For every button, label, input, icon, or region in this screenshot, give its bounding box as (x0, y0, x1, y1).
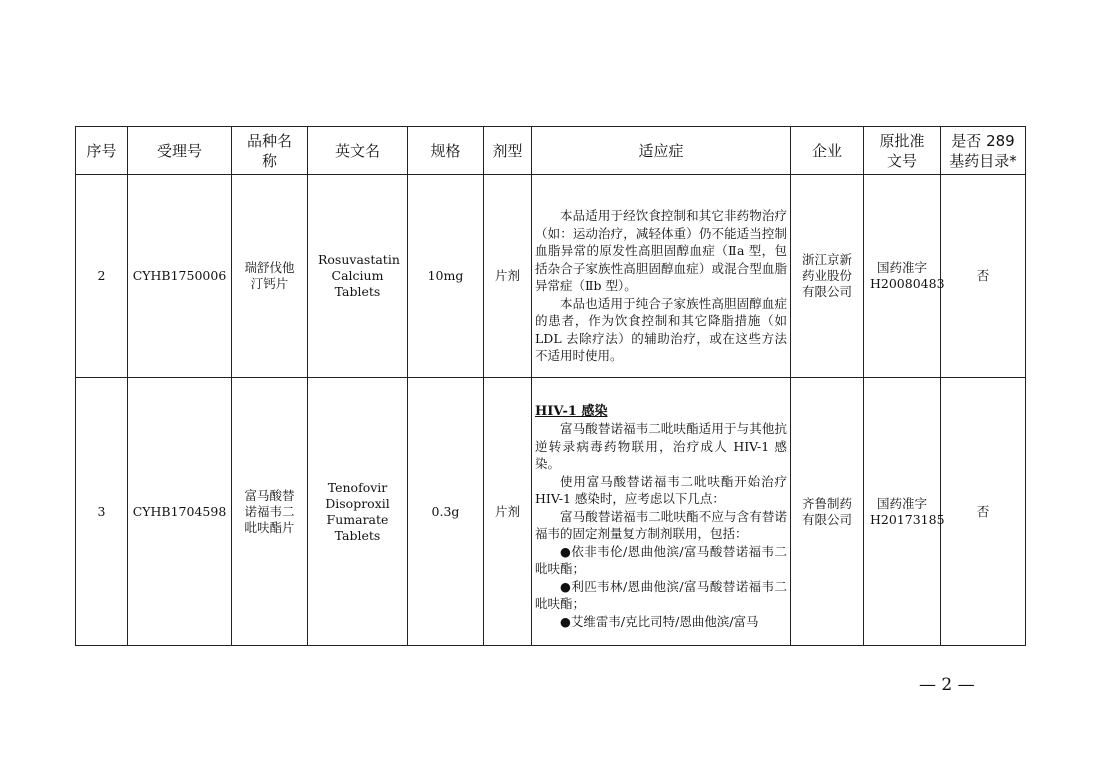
header-company: 企业 (791, 127, 864, 175)
indication-paragraph: 富马酸替诺福韦二吡呋酯不应与含有替诺福韦的固定剂量复方制剂联用，包括： (535, 508, 787, 542)
header-essential-label: 是否 289 基药目录* (949, 131, 1017, 170)
indication-paragraph: 使用富马酸替诺福韦二吡呋酯开始治疗 HIV-1 感染时，应考虑以下几点： (535, 473, 787, 507)
indication-bullet: ●艾维雷韦/克比司特/恩曲他滨/富马 (560, 613, 759, 629)
cell-en-name (308, 378, 408, 646)
indication-bullet: ●依非韦伦/恩曲他滨/富马酸替诺福韦二吡呋酯； (535, 543, 787, 577)
cell-indication (532, 378, 791, 646)
cell-variety (232, 175, 308, 378)
page-number: — 2 — (919, 675, 975, 695)
header-essential (941, 127, 1026, 175)
indication-heading: HIV-1 感染 (535, 403, 608, 419)
cell-essential: 否 (941, 175, 1026, 378)
header-accept-no: 受理号 (128, 127, 232, 175)
table-row (76, 378, 1026, 646)
cell-form: 片剂 (484, 378, 532, 646)
cell-spec: 10mg (408, 175, 484, 378)
cell-approval-no (864, 378, 945, 646)
cell-en-name-text: Tenofovir Disoproxil Fumarate Tablets (325, 479, 390, 543)
cell-company-text: 齐鲁制药有限公司 (801, 495, 852, 527)
cell-indication (532, 175, 791, 378)
header-row (76, 127, 1026, 175)
cell-spec: 0.3g (408, 378, 484, 646)
cell-accept-no: CYHB1704598 (128, 378, 232, 646)
cell-no: 3 (76, 378, 128, 646)
cell-essential: 否 (941, 378, 1026, 646)
header-en-name: 英文名 (308, 127, 408, 175)
cell-variety-text: 瑞舒伐他汀钙片 (244, 260, 295, 291)
cell-variety (232, 378, 308, 646)
cell-approval-no-text: 国药准字 H20173185 (870, 495, 945, 527)
indication-paragraph: 富马酸替诺福韦二吡呋酯适用于与其他抗逆转录病毒药物联用，治疗成人 HIV-1 感染。 (535, 421, 787, 472)
cell-approval-no (864, 175, 945, 378)
cell-accept-no: CYHB1750006 (128, 175, 232, 378)
indication-text (535, 187, 787, 365)
cell-en-name-text: Rosuvastatin Calcium Tablets (318, 252, 400, 299)
cell-no: 2 (76, 175, 128, 378)
cell-form: 片剂 (484, 175, 532, 378)
header-approval-no-label: 原批准文号 (879, 131, 925, 170)
cell-variety-text: 富马酸替诺福韦二吡呋酯片 (244, 487, 295, 535)
header-spec: 规格 (408, 127, 484, 175)
header-form: 剂型 (484, 127, 532, 175)
indication-text (535, 393, 787, 631)
indication-paragraph: 本品也适用于纯合子家族性高胆固醇血症的患者，作为饮食控制和其它降脂措施（如 LDL 去除疗法）的辅助治疗，或在这些方法不适用时使用。 (535, 295, 787, 364)
header-variety-label: 品种名称 (246, 131, 292, 170)
cell-approval-no-text: 国药准字 H20080483 (870, 260, 945, 291)
cell-company (791, 378, 864, 646)
header-approval-no (864, 127, 941, 175)
drug-table (75, 126, 1026, 646)
cell-company-text: 浙江京新药业股份有限公司 (801, 252, 852, 299)
indication-paragraph: 本品适用于经饮食控制和其它非药物治疗（如：运动治疗，减轻体重）仍不能适当控制血脂异常的原发性高胆固醇血症（Ⅱa 型，包括杂合子家族性高胆固醇血症）或混合型血脂异常症（Ⅱb 型）。 (535, 208, 787, 294)
table-row (76, 175, 1026, 378)
cell-en-name (308, 175, 408, 378)
indication-bullet: ●利匹韦林/恩曲他滨/富马酸替诺福韦二吡呋酯； (535, 578, 787, 612)
header-indication: 适应症 (532, 127, 791, 175)
header-no: 序号 (76, 127, 128, 175)
header-variety (232, 127, 308, 175)
cell-company (791, 175, 864, 378)
